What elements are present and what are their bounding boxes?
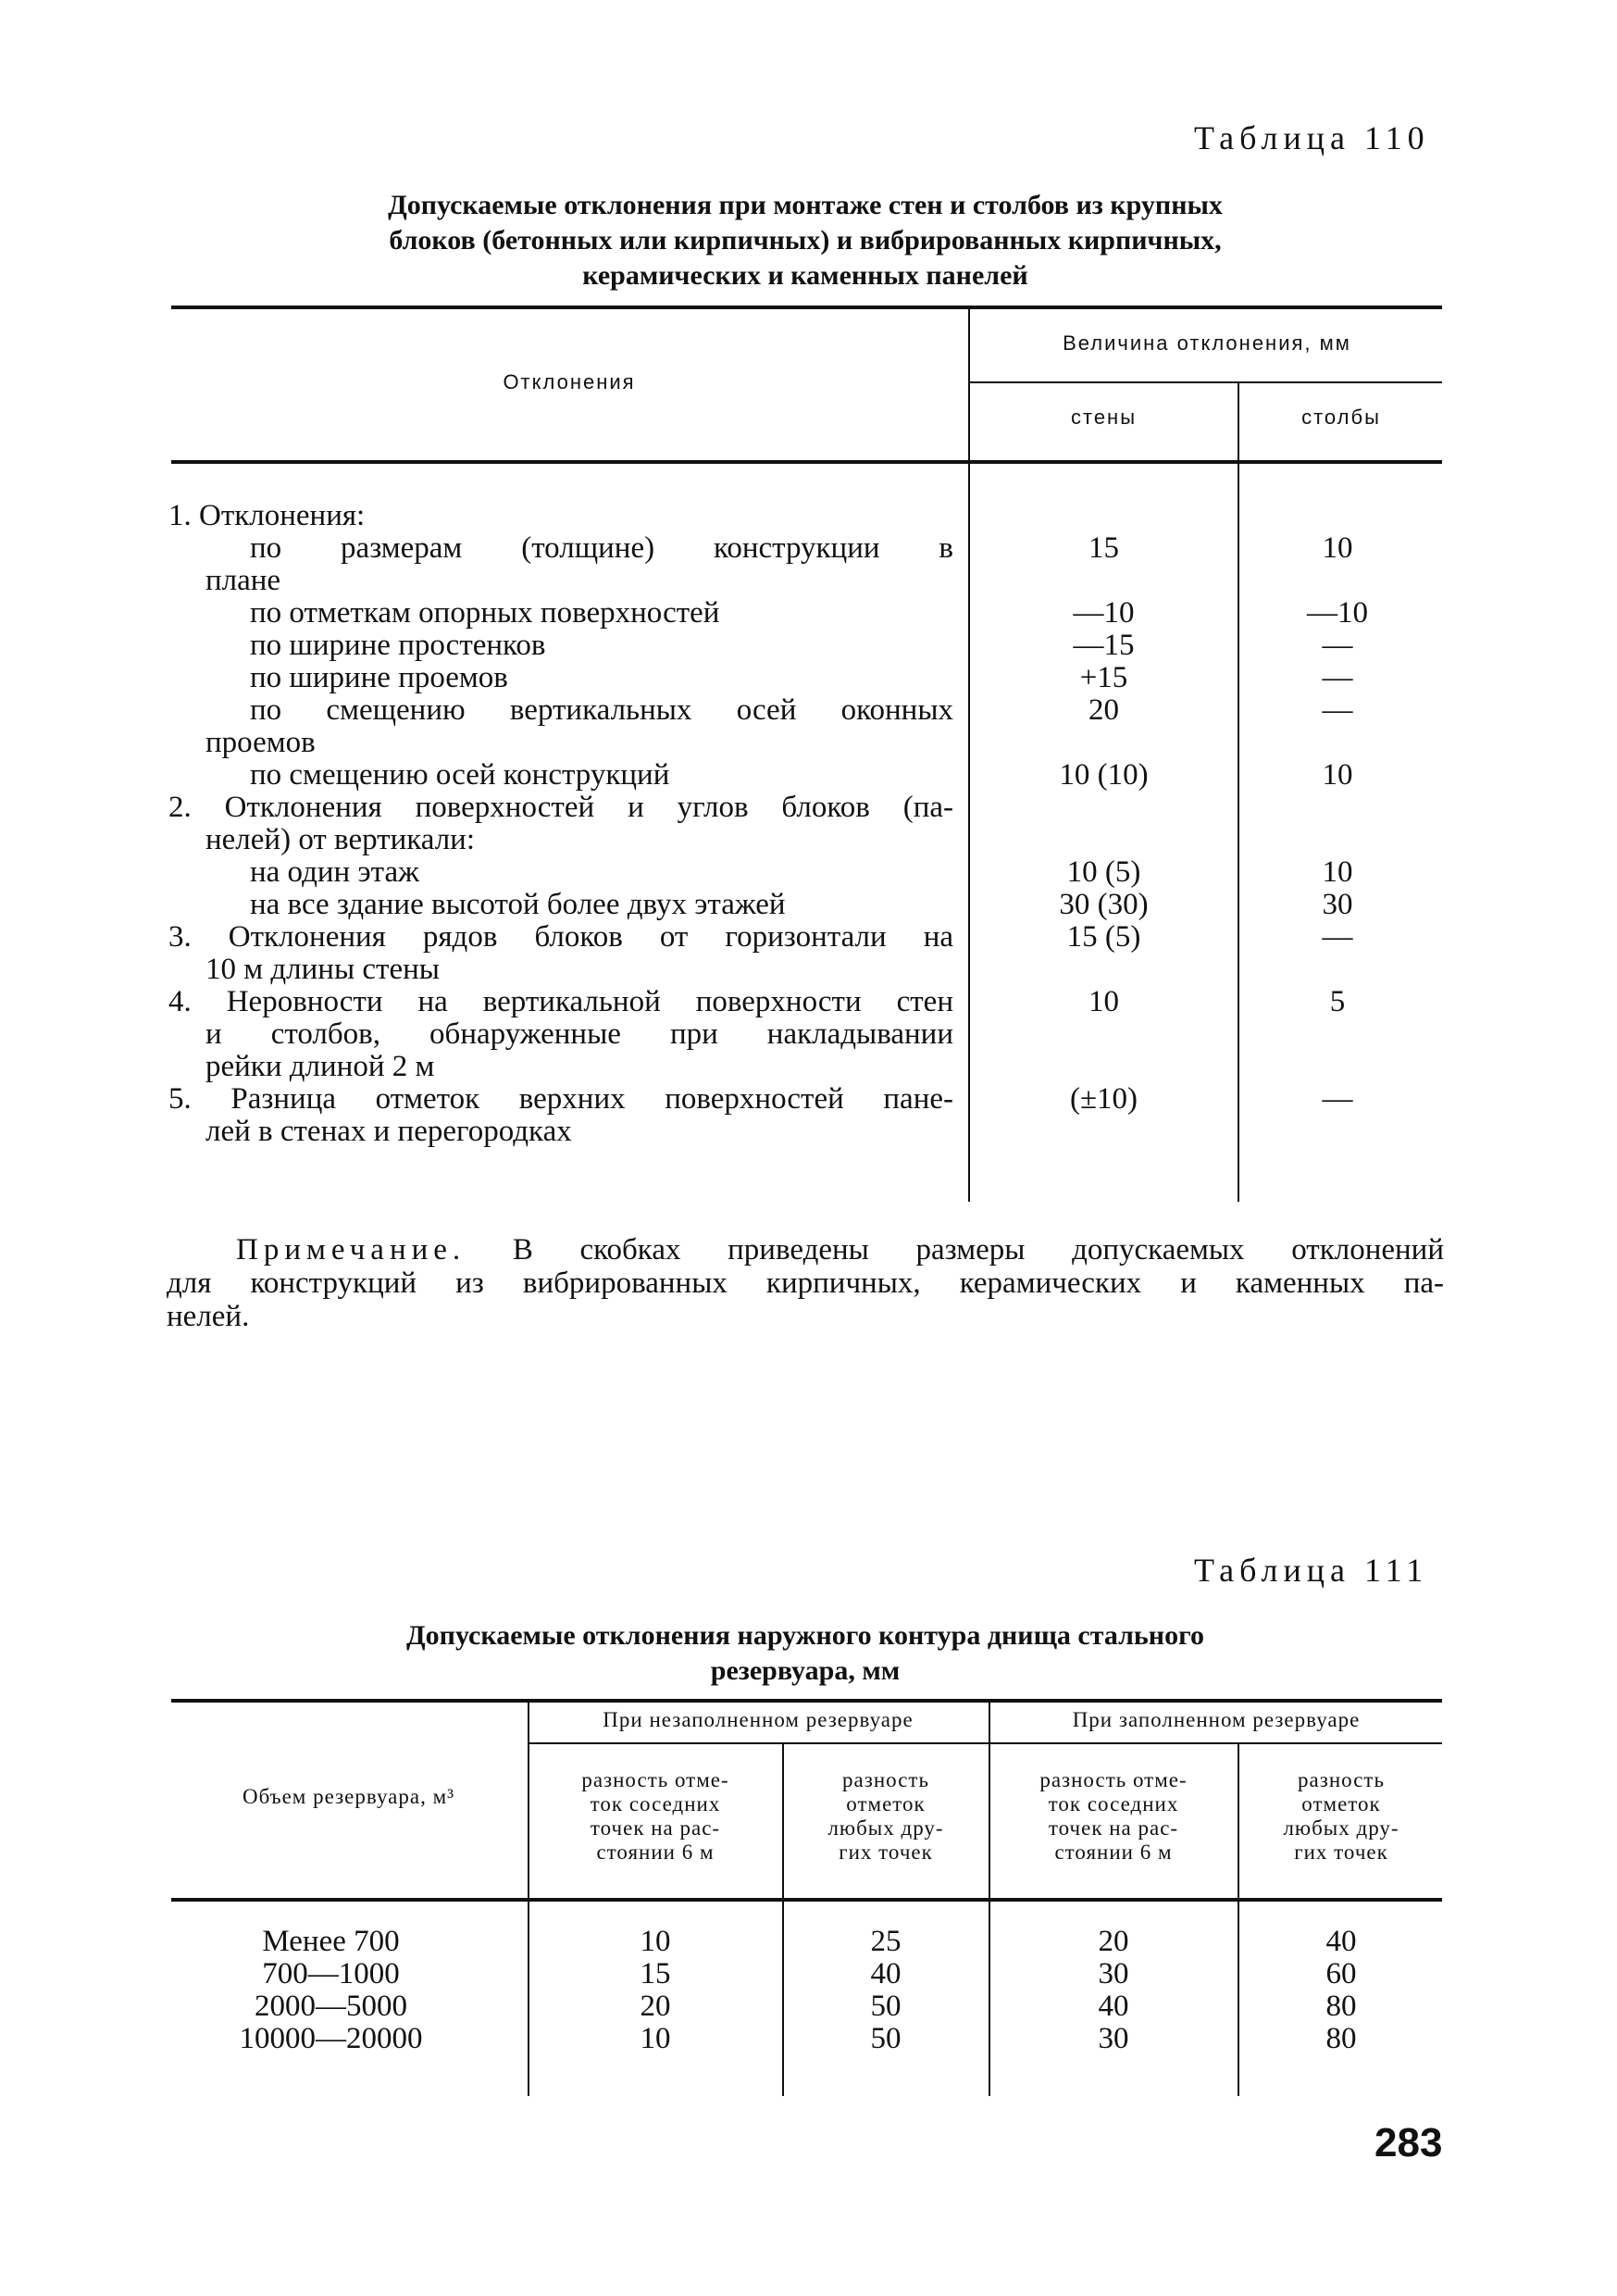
table-row-text: 1. Отклонения:	[168, 499, 366, 532]
table-110-header-deviations: Отклонения	[503, 370, 636, 393]
table-cell-walls: 10 (10)	[1059, 758, 1149, 792]
table-cell-pillars: —	[1322, 693, 1353, 727]
table-110-header-rule	[171, 460, 1442, 464]
table-111-header-volume: Объем резервуара, м³	[242, 1785, 455, 1808]
table-row-text: по смещению вертикальных осей оконных	[250, 693, 953, 727]
table-cell: 30	[1098, 1957, 1129, 1990]
table-110-label: Таблица 110	[1194, 119, 1430, 156]
table-cell: 50	[870, 1990, 902, 2023]
table-row-text: и столбов, обнаруженные при накладывании	[205, 1017, 953, 1051]
table-111-header-filled: При заполненном резервуаре	[1072, 1708, 1361, 1731]
table-111-title-line: резервуара, мм	[710, 1655, 901, 1686]
table-cell: 10	[640, 1925, 671, 1958]
table-row-text: нелей) от вертикали:	[205, 823, 476, 856]
table-cell-walls: +15	[1079, 661, 1128, 694]
table-110-title-line: блоков (бетонных или кирпичных) и вибрированных кирпичных,	[389, 225, 1222, 256]
table-cell-pillars: —10	[1307, 596, 1368, 630]
table-row-text: проемов	[205, 726, 316, 759]
table-cell-walls: 15	[1088, 531, 1119, 565]
table-cell-walls: —15	[1073, 629, 1135, 662]
table-cell-walls: 10 (5)	[1066, 855, 1141, 889]
table-cell-volume: 2000—5000	[255, 1990, 407, 2023]
table-cell: 30	[1098, 2022, 1129, 2055]
table-cell-walls: —10	[1073, 596, 1135, 630]
table-cell-walls: 15 (5)	[1066, 920, 1141, 954]
note-label: Примечание.	[236, 1233, 466, 1267]
table-111-title-line: Допускаемые отклонения наружного контура днища стального	[406, 1620, 1204, 1651]
table-cell: 15	[640, 1957, 671, 1990]
table-cell-pillars: 10	[1322, 531, 1353, 565]
page-number: 283	[1374, 2120, 1443, 2165]
table-cell-pillars: 10	[1322, 855, 1353, 889]
table-111-col-divider	[782, 1744, 784, 2096]
table-110-header-walls: стены	[1070, 406, 1138, 429]
table-cell-walls: 30 (30)	[1059, 888, 1149, 921]
table-cell: 80	[1325, 2022, 1357, 2055]
table-cell: 20	[1098, 1925, 1129, 1958]
table-111-group-rule	[529, 1742, 1442, 1744]
table-cell: 50	[870, 2022, 902, 2055]
table-cell-pillars: —	[1322, 920, 1353, 954]
table-110-title	[167, 188, 1444, 293]
table-cell: 10	[640, 2022, 671, 2055]
table-110-group-rule	[970, 381, 1442, 383]
table-row-text: лей в стенах и перегородках	[205, 1115, 572, 1148]
table-cell-volume: Менее 700	[262, 1925, 400, 1958]
table-111-title	[167, 1618, 1444, 1689]
table-111-header-rule	[171, 1898, 1442, 1902]
table-cell: 80	[1325, 1990, 1357, 2023]
table-110-title-line: Допускаемые отклонения при монтаже стен и столбов из крупных	[388, 190, 1223, 220]
table-row-text: на все здание высотой более двух этажей	[250, 888, 786, 921]
table-cell-walls: 20	[1088, 693, 1119, 727]
table-110-header-group: Величина отклонения, мм	[1063, 331, 1351, 355]
table-111-subheader-any: разность отметок любых дру- гих точек	[827, 1768, 944, 1864]
note-line: для конструкций из вибрированных кирпичных, керамических и каменных па-	[167, 1267, 1444, 1300]
table-cell-pillars: 5	[1329, 985, 1346, 1018]
table-cell-walls: 10	[1088, 985, 1119, 1018]
table-110-note	[167, 1233, 1444, 1333]
table-row-text: на один этаж	[250, 855, 419, 889]
table-cell-pillars: 30	[1322, 888, 1353, 921]
table-row-text: рейки длиной 2 м	[205, 1050, 435, 1083]
table-row-text: по смещению осей конструкций	[250, 758, 670, 792]
table-111-header-unfilled: При незаполненном резервуаре	[603, 1708, 914, 1731]
table-row-text: по размерам (толщине) конструкции в	[250, 531, 953, 565]
table-cell-walls: (±10)	[1069, 1082, 1138, 1116]
table-110-header-pillars: столбы	[1301, 406, 1381, 429]
table-cell-pillars: —	[1322, 1082, 1353, 1116]
table-cell-volume: 700—1000	[262, 1957, 400, 1990]
table-row-text: 10 м длины стены	[205, 953, 440, 986]
table-110-top-rule	[171, 306, 1442, 309]
table-row-text: по ширине простенков	[250, 629, 546, 662]
table-row-text: плане	[205, 564, 281, 597]
table-110-col-divider	[1238, 383, 1239, 1202]
table-cell: 40	[1325, 1925, 1357, 1958]
table-cell-pillars: —	[1322, 661, 1353, 694]
table-cell-pillars: —	[1322, 629, 1353, 662]
table-row-text: 2. Отклонения поверхностей и углов блоков (па-	[168, 791, 953, 824]
table-row-text: 4. Неровности на вертикальной поверхности стен	[168, 985, 953, 1018]
table-cell: 20	[640, 1990, 671, 2023]
note-line: нелей.	[167, 1300, 250, 1333]
table-110-title-line: керамических и каменных панелей	[582, 260, 1028, 291]
table-110-col-divider	[968, 309, 970, 1202]
note-line: В скобках приведены размеры допускаемых отклонений	[512, 1233, 1444, 1267]
table-row-text: по ширине проемов	[250, 661, 508, 694]
table-111-top-rule	[171, 1699, 1442, 1703]
table-111-label: Таблица 111	[1194, 1552, 1429, 1589]
table-row-text: по отметкам опорных поверхностей	[250, 596, 720, 630]
table-row-text: 5. Разница отметок верхних поверхностей пане-	[168, 1082, 953, 1116]
table-cell: 25	[870, 1925, 902, 1958]
table-111-subheader-adjacent: разность отме- ток соседних точек на рас- стоянии 6 м	[1039, 1768, 1188, 1864]
table-cell-volume: 10000—20000	[239, 2022, 423, 2055]
table-111-subheader-any: разность отметок любых дру- гих точек	[1283, 1768, 1399, 1864]
table-cell-pillars: 10	[1322, 758, 1353, 792]
table-111-col-divider	[1238, 1744, 1239, 2096]
table-111-subheader-adjacent: разность отме- ток соседних точек на рас- стоянии 6 м	[581, 1768, 729, 1864]
table-cell: 40	[1098, 1990, 1129, 2023]
table-row-text: 3. Отклонения рядов блоков от горизонтали на	[168, 920, 953, 954]
table-cell: 40	[870, 1957, 902, 1990]
table-cell: 60	[1325, 1957, 1357, 1990]
